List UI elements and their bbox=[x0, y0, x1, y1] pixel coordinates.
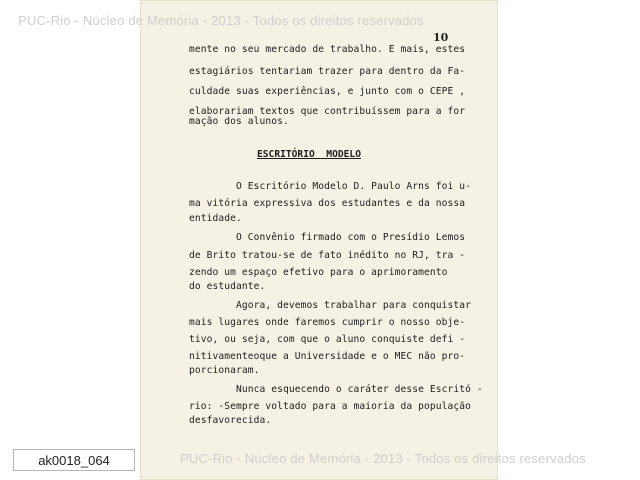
text-line: O Convênio firmado com o Presídio Lemos bbox=[189, 232, 466, 243]
text-line: de Brito tratou-se de fato inédito no RJ, tra - bbox=[189, 250, 466, 261]
text-line: Agora, devemos trabalhar para conquistar bbox=[189, 300, 472, 311]
text-line: ma vitória expressiva dos estudantes e da nossa bbox=[189, 198, 466, 209]
text-line: mente no seu mercado de trabalho. E mais, estes bbox=[189, 44, 466, 55]
text-line: culdade suas experiências, e junto com o CEPE , bbox=[189, 86, 466, 97]
text-line: rio: -Sempre voltado para a maioria da população bbox=[189, 401, 472, 412]
page-number: 10 bbox=[433, 31, 449, 44]
section-heading: ESCRITÓRIO MODELO bbox=[257, 149, 361, 160]
text-line: porcionaram. bbox=[189, 365, 260, 376]
text-line: estagiários tentariam trazer para dentro da Fa- bbox=[189, 66, 466, 77]
text-line: mais lugares onde faremos cumprir o nosso obje- bbox=[189, 317, 466, 328]
text-line: nitivamenteoque a Universidade e o MEC não pro- bbox=[189, 351, 466, 362]
text-line: O Escritório Modelo D. Paulo Arns foi u- bbox=[189, 181, 472, 192]
copyright-watermark-top: PUC-Rio - Núcleo de Memória - 2013 - Todos os direitos reservados bbox=[18, 13, 424, 28]
text-line: tivo, ou seja, com que o aluno conquiste defi - bbox=[189, 334, 466, 345]
text-line: Nunca esquecendo o caráter desse Escritó - bbox=[189, 384, 483, 395]
text-line: entidade. bbox=[189, 213, 242, 224]
document-id-label: ak0018_064 bbox=[13, 449, 135, 471]
copyright-watermark-bottom: PUC-Rio - Núcleo de Memória - 2013 - Todos os direitos reservados bbox=[180, 451, 586, 466]
text-line: desfavorecida. bbox=[189, 415, 272, 426]
text-line: zendo um espaço efetivo para o aprimoramento bbox=[189, 267, 448, 278]
scanned-page bbox=[140, 0, 498, 480]
text-line: do estudante. bbox=[189, 281, 266, 292]
text-line: elaborariam textos que contribuíssem para a for bbox=[189, 106, 466, 117]
text-line: mação dos alunos. bbox=[189, 116, 289, 127]
